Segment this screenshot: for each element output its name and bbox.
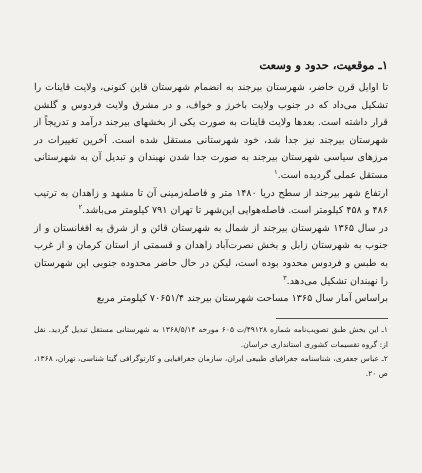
paragraph-text: در سال ۱۳۶۵ شهرستان بیرجند از شمال به شهرستان قائن و از شرق به افغانستان و از جنوب به شهرستان زابل و بخش نصرت‌آباد زاهدان و قسمتی از استان کرمان و از غرب به طبس و فردوس محدود بوده است، لیکن در حال حاضر محدوده جنوبی این شهرستان را نهبندان تشکیل می‌دهد.	[34, 222, 389, 287]
footnote-mark: ۲	[78, 202, 83, 211]
body-text	[34, 79, 388, 308]
footnote: ۲ـ عباس جعفری، شناسنامه جغرافیای طبیعی ایران، سازمان جغرافیایی و کارتوگرافی گیتا شناسی، تهران، ۱۳۶۸، ص ۲۰.	[34, 354, 388, 379]
footnote: ۱ـ این بخش طبق تصویب‌نامه شماره ۴۹۱۲۸/ت ۶۰۵ مورخه ۱۳۶۸/۵/۱۴ به شهرستانی مستقل تبدیل گردید. نقل از: گروه تقسیمات کشوری استانداری خراسان.	[34, 324, 388, 349]
footnote-mark: ۳	[283, 273, 287, 282]
paragraph	[34, 79, 388, 185]
paragraph	[34, 220, 388, 290]
paragraph-text: تا اوایل قرن حاضر، شهرستان بیرجند به انضمام شهرستان قاین کنونی، ولایت قاینات را تشکیل می‌داد که در جنوب ولایت باخرز و خواف، و در مشرق ولایت فردوس و گلشن قرار داشته است. بعدها ولایت قاینات به صورت یکی از بخشهای بیرجند درآمد و تدریجاً از شهرستان بیرجند نیز جدا شد، خود شهرستانی مستقل شده است. آخرین تغییرات در مرزهای سیاسی شهرستان بیرجند به صورت جدا شدن نهبندان و تبدیل آن به شهرستانی مستقل عملی گردیده است.	[34, 82, 388, 181]
footnote-mark: ۱	[274, 167, 278, 176]
paragraph	[34, 185, 388, 220]
paragraph-text: ارتفاع شهر بیرجند از سطح دریا ۱۴۸۰ متر و فاصله‌زمینی آن تا مشهد و زاهدان به ترتیب ۴۸۶ و ۴۵۸ کیلومتر است. فاصله‌هوایی این‌شهر تا تهران ۷۹۱ کیلومتر می‌باشد.	[34, 187, 388, 217]
footnotes	[34, 323, 388, 382]
footnote-divider	[276, 318, 388, 319]
section-heading: ۱ـ موقعیت، حدود و وسعت	[259, 58, 388, 72]
paragraph: براساس آمار سال ۱۳۶۵ مساحت شهرستان بیرجند ۷۰۶۵۱/۴ کیلومتر مربع	[96, 293, 388, 305]
